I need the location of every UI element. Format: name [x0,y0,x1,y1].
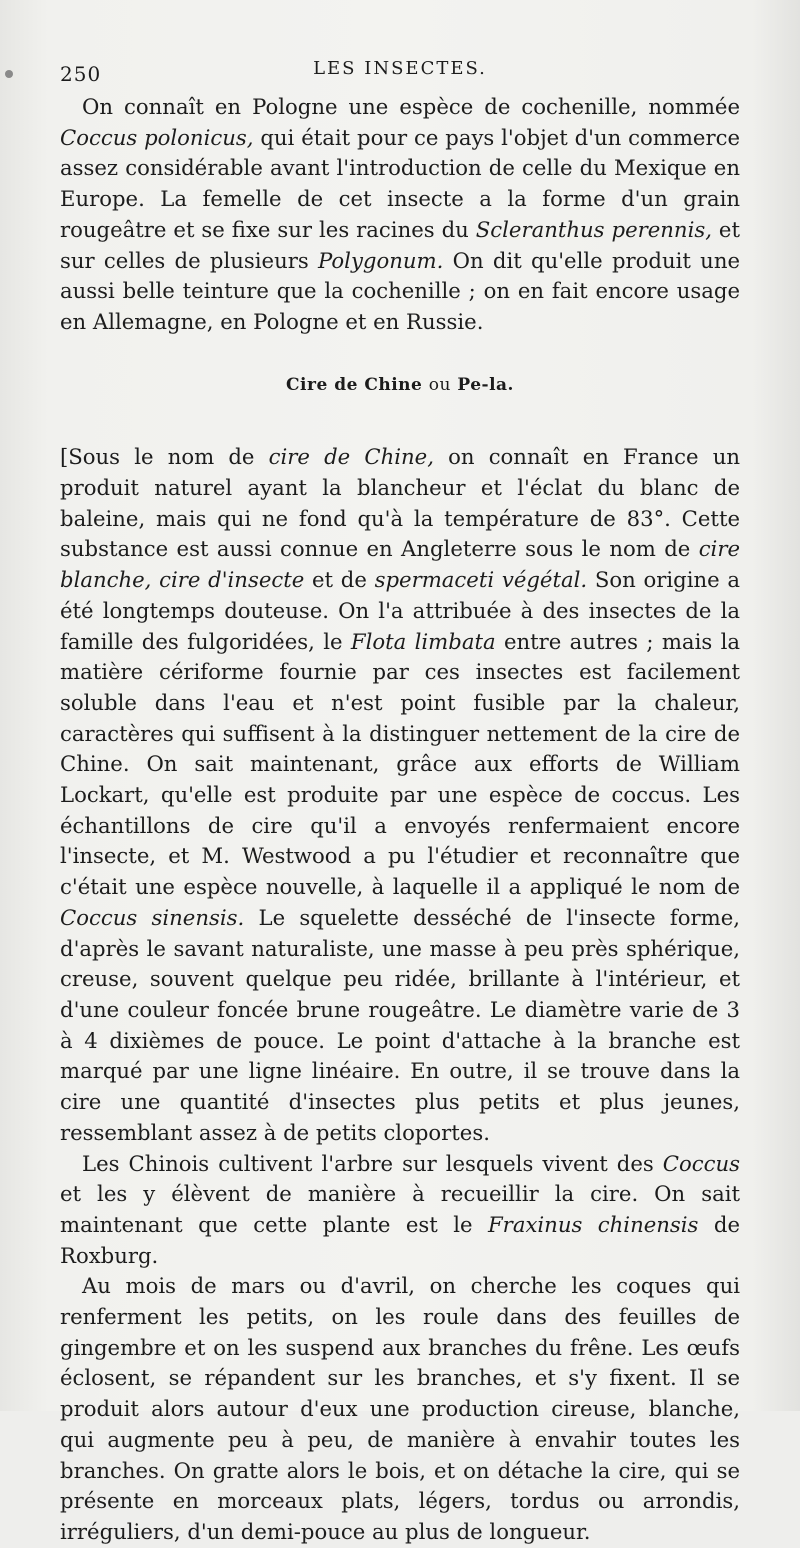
italic-term: cire blanche, cire d'insecte [60,536,740,593]
species-name: Coccus polonicus, [60,124,254,150]
paragraph-culture-chinoise [60,1149,740,1272]
page-number: 250 [60,62,102,86]
text-run: Le squelette desséché de l'insecte forme, d'après le savant naturaliste, une masse à peu près sphérique, creuse, souvent quelque peu ridée, brillante à l'intérieur, et d'une couleur foncée brune rougeâtre. Le diamètre varie de 3 à 4 dixièmes de pouce. Le point d'attache à la branche est marqué par une ligne linéaire. En outre, il se trouve dans la cire une quantité d'insectes plus petits et plus jeunes, ressemblant assez à de petits cloportes. [60,904,740,1145]
text-run: entre autres ; mais la matière cériforme fournie par ces insectes est facilement soluble dans l'eau et n'est point fusible par la chaleur, caractères qui suffisent à la distinguer nettement de la cire de Chine. On sait maintenant, grâce aux efforts de William Lockart, qu'elle est produite par une espèce de coccus. Les échantillons de cire qu'il a envoyés renfermaient encore l'insecte, et M. Westwood a pu l'étudier et reconnaître que c'était une espèce nouvelle, à laquelle il a appliqué le nom de [60,628,740,900]
text-run: Au mois de mars ou d'avril, on cherche les coques qui renferment les petits, on les roule dans des feuilles de gingembre et on les suspend aux branches du frêne. Les œufs éclosent, se répandent sur les branches, et s'y fixent. Il se produit alors autour d'eux une production cireuse, blanche, qui augmente peu à peu, de manière à envahir toutes les branches. On gratte alors le bois, et on détache la cire, qui se présente en morceaux plats, légers, tordus ou arrondis, irréguliers, d'un demi-pouce au plus de longueur. [60,1273,740,1544]
text-run: Les Chinois cultivent l'arbre sur lesquels vivent des [82,1150,663,1176]
body-text [60,92,740,1548]
italic-term: spermaceti végétal. [374,567,588,593]
heading-text: Cire de Chine [286,374,423,395]
paragraph-cochenille-pologne [60,92,740,338]
text-run: on connaît en France un produit naturel ayant la blancheur et l'éclat du blanc de baleine, mais qui ne fond qu'à la température de 83°. Cette substance est aussi connue en Angleterre sous le nom de [60,444,741,562]
section-heading [60,370,740,401]
text-run: et sur celles de plusieurs [60,216,740,273]
paragraph-cire-de-chine [60,442,740,1148]
margin-mark [5,70,13,78]
text-run: et les y élèvent de manière à recueillir la cire. On sait maintenant que cette plante est le [60,1181,740,1237]
text-run: et de [304,567,375,593]
running-title: LES INSECTES. [313,58,487,79]
species-name: Coccus sinensis. [60,904,245,930]
heading-text: ou [428,374,451,395]
text-run: de Roxburg. [60,1211,740,1268]
text-run: On dit qu'elle produit une aussi belle teinture que la cochenille ; on en fait encore usage en Allemagne, en Pologne et en Russie. [60,247,740,334]
species-name: Scleranthus perennis, [475,216,712,242]
text-run: On connaît en Pologne une espèce de cochenille, nommée [82,94,740,119]
heading-text: Pe-la. [457,374,514,395]
italic-term: cire de Chine, [268,444,434,470]
page-header [60,58,740,90]
text-run: [Sous le nom de [60,444,269,470]
paragraph-recolte [60,1271,740,1547]
species-name: Flota limbata [350,628,496,654]
species-name: Polygonum. [318,247,444,273]
species-name: Coccus [662,1150,740,1176]
species-name: Fraxinus chinensis [487,1211,699,1237]
text-run: qui était pour ce pays l'objet d'un commerce assez considérable avant l'introduction de celle du Mexique en Europe. La femelle de cet insecte a la forme d'un grain rougeâtre et se fixe sur les racines du [60,124,740,242]
text-run: Son origine a été longtemps douteuse. On l'a attribuée à des insectes de la famille des fulgoridées, le [60,567,741,654]
